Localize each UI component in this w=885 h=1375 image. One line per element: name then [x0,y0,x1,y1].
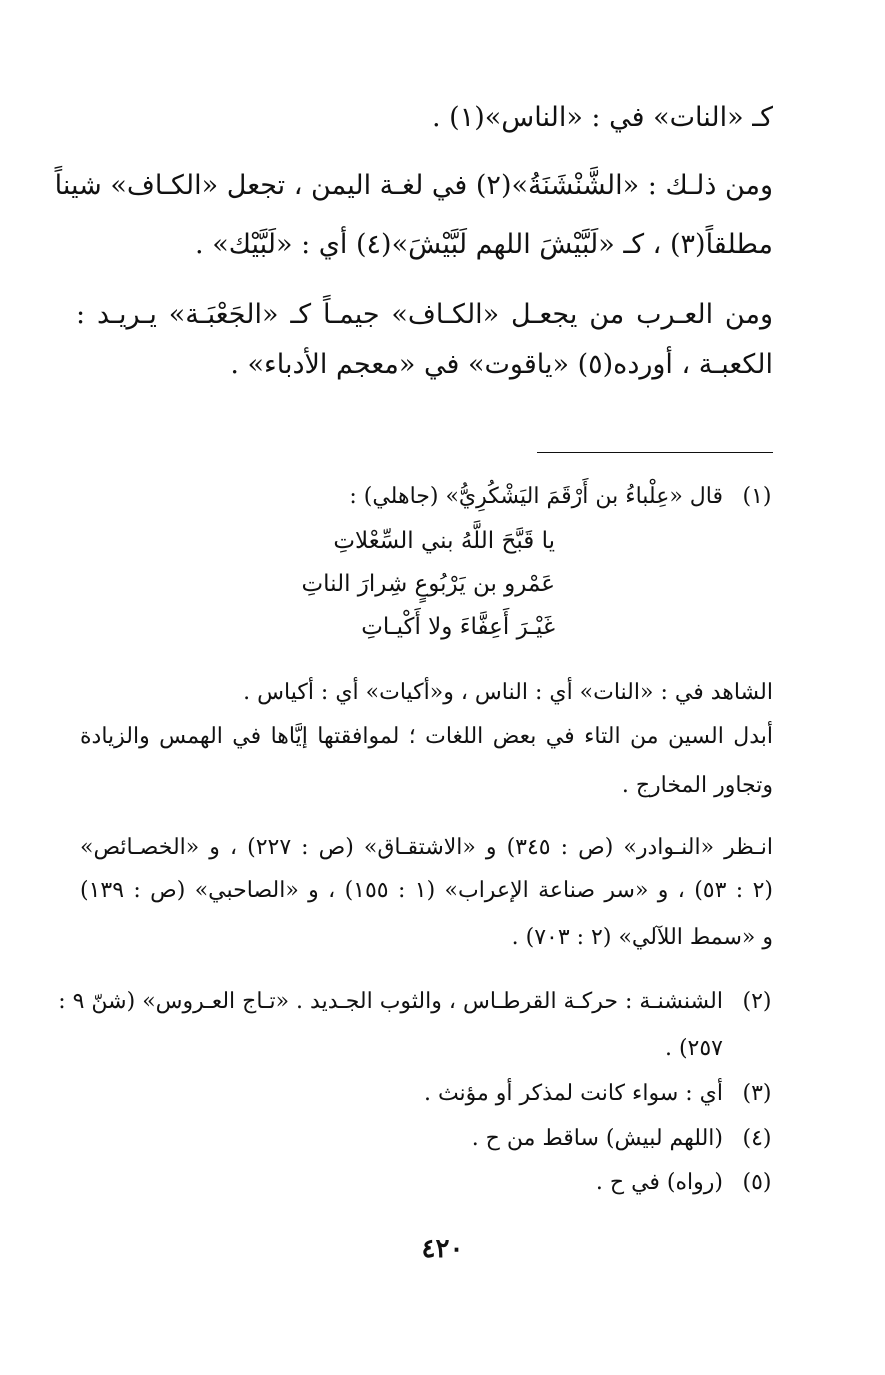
page-number: ٤٢٠ [421,1234,464,1264]
main-text-line-3: مطلقاً(٣) ، كـ «لَبَّيْشَ اللهم لَبَّيْشَ»(٤) أي : «لَبَّيْك» . [195,229,773,260]
footnote-3-text: أي : سواء كانت لمذكر أو مؤنث . [423,1081,723,1106]
footnote-2-text-2: ٢٥٧) . [664,1036,723,1061]
main-text-line-4: ومن العـرب من يجعـل «الكـاف» جيمـاً كـ «الجَعْبَـة» يـريـد : [76,299,773,330]
footnote-1-sources-3: و «سمط اللآلي» (٢ : ٧٠٣) . [511,925,773,950]
footnote-1-verse-3: غَيْـرَ أَعِفَّاءَ ولا أَكْيـاتِ [361,614,555,640]
footnote-3-number: (٣) [742,1081,772,1106]
footnote-1-sources-2: (٢ : ٥٣) ، و «سر صناعة الإعراب» (١ : ١٥٥) ، و «الصاحبي» (ص : ١٣٩) [80,878,773,903]
footnote-1-verse-2: عَمْرو بن يَرْبُوعٍ شِرارَ الناتِ [301,571,555,597]
footnote-1-verse-1: يا قَبَّحَ اللَّهُ بني السِّعْلاتِ [333,528,555,554]
footnote-1-intro: قال «عِلْباءُ بن أَرْقَمَ اليَشْكُرِيُّ» (جاهلي) : [349,484,723,509]
footnote-5-text: (رواه) في ح . [595,1170,723,1195]
footnote-4-number: (٤) [742,1126,772,1151]
main-text-line-5: الكعبـة ، أورده(٥) «ياقوت» في «معجم الأدباء» . [230,349,773,380]
footnote-5-number: (٥) [742,1170,772,1195]
main-text-line-2: ومن ذلـك : «الشَّنْشَنَةُ»(٢) في لغـة اليمن ، تجعل «الكـاف» شيناً [54,170,773,201]
footnote-4-text: (اللهم لبيش) ساقط من ح . [471,1126,723,1151]
footnote-2-number: (٢) [742,989,772,1014]
footnote-separator [537,452,773,453]
footnote-1-number: (١) [742,484,772,509]
footnote-1-shahid: الشاهد في : «النات» أي : الناس ، و«أكيات» أي : أكياس . [243,680,773,705]
footnote-1-explanation-1: أبدل السين من التاء في بعض اللغات ؛ لموافقتها إيَّاها في الهمس والزيادة [80,724,773,749]
footnote-1-sources-1: انـظر «النـوادر» (ص : ٣٤٥) و «الاشتقـاق» (ص : ٢٢٧) ، و «الخصـائص» [80,835,773,860]
footnote-1-explanation-2: وتجاور المخارج . [621,773,773,798]
main-text-line-1: كـ «النات» في : «الناس»(١) . [431,102,773,133]
footnote-2-text-1: الشنشنـة : حركـة القرطـاس ، والثوب الجـديد . «تـاج العـروس» (شنّ ٩ : [58,989,723,1014]
